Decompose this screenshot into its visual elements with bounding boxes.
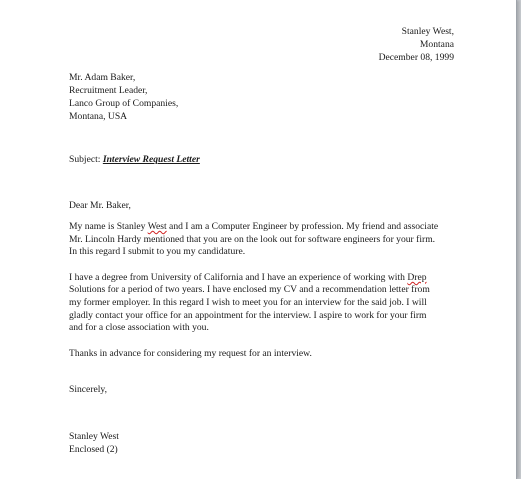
body-line: Solutions for a period of two years. I have enclosed my CV and a recommendation letter from	[69, 284, 430, 296]
body-line: and for a close association with you.	[69, 322, 209, 334]
salutation: Dear Mr. Baker,	[69, 200, 131, 211]
letter-body	[69, 221, 461, 373]
recipient-company: Lanco Group of Companies,	[69, 98, 179, 109]
body-paragraph-1	[69, 221, 461, 259]
recipient-location: Montana, USA	[69, 111, 128, 122]
sender-city: Montana	[419, 39, 454, 50]
recipient-block	[69, 71, 178, 123]
closing: Sincerely,	[69, 384, 108, 395]
subject-text: Interview Request Letter	[102, 154, 200, 165]
body-line: gladly contact your office for an appointment for the interview. I aspire to work for your firm	[69, 309, 427, 321]
sender-name: Stanley West,	[401, 26, 454, 37]
spellcheck-word[interactable]: Drep	[407, 271, 427, 283]
body-line: my former employer. In this regard I wish to meet you for an interview for the said job. I will	[69, 296, 427, 308]
signature-block	[69, 430, 119, 456]
subject-label: Subject:	[69, 154, 103, 165]
spellcheck-word[interactable]: West	[147, 221, 167, 232]
recipient-title: Recruitment Leader,	[69, 85, 148, 96]
body-text: My name is Stanley	[69, 221, 148, 232]
body-paragraph-3	[69, 348, 461, 361]
body-line: Mr. Lincoln Hardy mentioned that you are on the look out for software engineers for your firm.	[69, 233, 436, 245]
body-line	[69, 272, 461, 285]
body-line: Thanks in advance for considering my request for an interview.	[69, 347, 312, 359]
signature-name: Stanley West	[69, 431, 119, 442]
body-paragraph-2	[69, 272, 461, 335]
body-line	[69, 221, 461, 234]
enclosures-note: Enclosed (2)	[69, 444, 118, 455]
letter-date: December 08, 1999	[378, 52, 454, 63]
recipient-name: Mr. Adam Baker,	[69, 72, 136, 83]
body-line: In this regard I submit to you my candidature.	[69, 246, 246, 258]
body-text: I have a degree from University of California and I have an experience of working with	[69, 271, 408, 283]
subject-line	[69, 153, 200, 166]
sender-block	[379, 25, 454, 64]
body-text: and I am a Computer Engineer by profession. My friend and associate	[166, 221, 439, 232]
